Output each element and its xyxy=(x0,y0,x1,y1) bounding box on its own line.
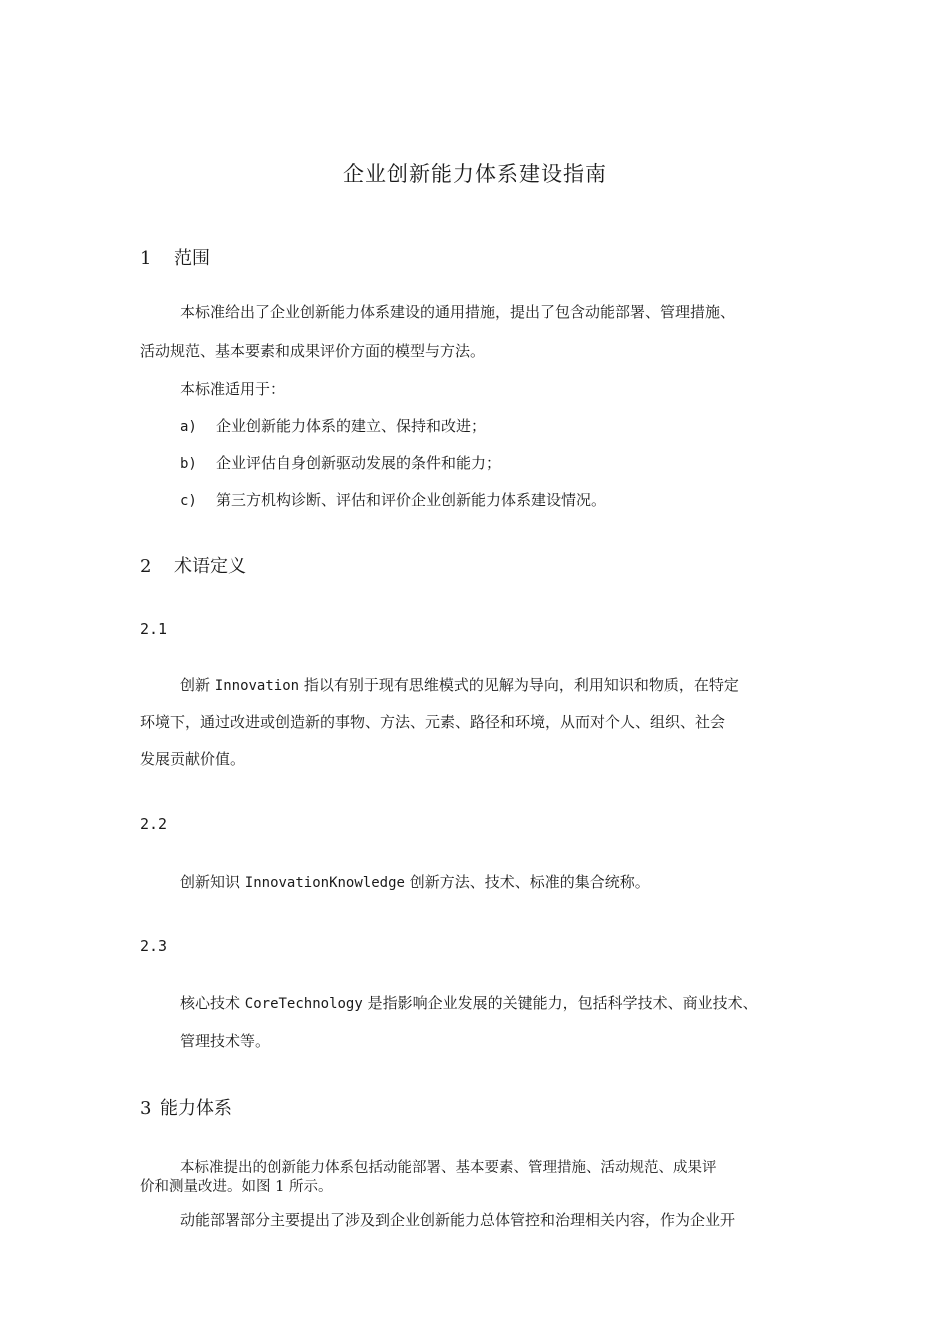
subsection-number: 2.2 xyxy=(140,815,168,833)
list-text: 第三方机构诊断、评估和评价企业创新能力体系建设情况。 xyxy=(216,491,607,509)
section-number: 2 xyxy=(140,556,152,577)
list-label: b) xyxy=(180,456,197,472)
definition-line xyxy=(180,871,650,892)
section-2-heading xyxy=(140,552,246,578)
subsection-number: 2.1 xyxy=(140,620,168,638)
section-3-heading xyxy=(140,1094,232,1120)
paragraph-line: 价和测量改进。如图 1 所示。 xyxy=(140,1179,333,1195)
list-item xyxy=(180,415,486,436)
paragraph-line: 活动规范、基本要素和成果评价方面的模型与方法。 xyxy=(140,342,486,360)
list-label: a) xyxy=(180,419,197,435)
definition-line xyxy=(180,674,739,695)
term-en: InnovationKnowledge xyxy=(244,875,405,891)
section-number: 3 xyxy=(140,1098,152,1119)
section-title: 范围 xyxy=(174,248,210,269)
definition-text: 是指影响企业发展的关键能力，包括科学技术、商业技术、 xyxy=(362,994,758,1012)
document-title: 企业创新能力体系建设指南 xyxy=(343,162,607,186)
paragraph-line: 发展贡献价值。 xyxy=(140,750,246,768)
list-label: c) xyxy=(180,493,197,509)
paragraph-line: 管理技术等。 xyxy=(180,1032,271,1050)
term-zh: 创新知识 xyxy=(180,873,245,891)
term-zh: 核心技术 xyxy=(180,994,245,1012)
paragraph-line: 动能部署部分主要提出了涉及到企业创新能力总体管控和治理相关内容，作为企业开 xyxy=(180,1211,736,1229)
term-en: Innovation xyxy=(214,678,300,694)
term-zh: 创新 xyxy=(180,676,215,694)
definition-line xyxy=(180,992,758,1013)
paragraph: 本标准适用于： xyxy=(180,380,286,398)
section-number: 1 xyxy=(140,248,152,269)
list-item xyxy=(180,489,606,510)
section-title: 能力体系 xyxy=(160,1098,232,1119)
definition-text: 创新方法、技术、标准的集合统称。 xyxy=(404,873,650,891)
section-title: 术语定义 xyxy=(174,556,246,577)
list-text: 企业评估自身创新驱动发展的条件和能力； xyxy=(216,454,502,472)
paragraph-line: 本标准提出的创新能力体系包括动能部署、基本要素、管理措施、活动规范、成果评 xyxy=(180,1160,717,1176)
list-text: 企业创新能力体系的建立、保持和改进； xyxy=(216,417,487,435)
subsection-number: 2.3 xyxy=(140,937,168,955)
definition-text: 指以有别于现有思维模式的见解为导向，利用知识和物质，在特定 xyxy=(299,676,739,694)
section-1-heading xyxy=(140,244,210,270)
paragraph-line: 环境下，通过改进或创造新的事物、方法、元素、路径和环境，从而对个人、组织、社会 xyxy=(140,713,726,731)
term-en: CoreTechnology xyxy=(244,996,363,1012)
list-item xyxy=(180,452,501,473)
paragraph-line: 本标准给出了企业创新能力体系建设的通用措施，提出了包含动能部署、管理措施、 xyxy=(180,303,736,321)
